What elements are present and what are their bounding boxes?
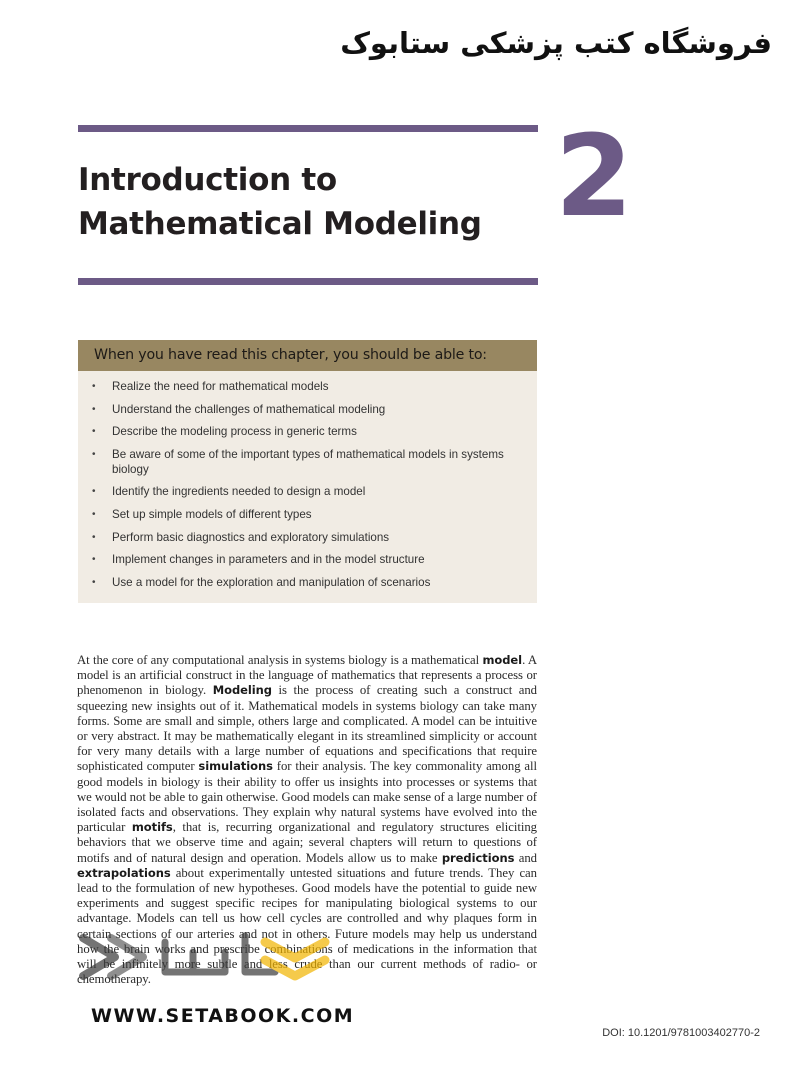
learning-objectives-list (78, 371, 537, 591)
watermark-url: WWW.SETABOOK.COM (91, 1005, 355, 1027)
chapter-title (78, 158, 482, 246)
bullet-icon: • (92, 381, 96, 392)
key-term: simulations (198, 759, 273, 774)
objective-item: • Realize the need for mathematical models (92, 380, 329, 393)
bullet-icon: • (92, 449, 96, 461)
learning-objectives-box (78, 340, 537, 603)
chapter-title-line1: Introduction to (78, 162, 337, 198)
bullet-icon: • (92, 531, 96, 543)
key-term: predictions (441, 850, 515, 865)
objective-item: • Set up simple models of different types (92, 507, 312, 521)
objective-item: • Understand the challenges of mathematical modeling (92, 402, 386, 416)
objective-item: • Identify the ingredients needed to design a model (92, 485, 366, 499)
doi-footer: DOI: 10.1201/9781003402770-2 (602, 1027, 760, 1039)
key-term: extrapolations (77, 865, 171, 880)
bullet-icon: • (92, 426, 96, 438)
objective-item: • Describe the modeling process in generic terms (92, 425, 357, 439)
key-term: Modeling (212, 683, 272, 698)
objective-item: • Implement changes in parameters and in the model structure (92, 553, 425, 567)
objective-item: • Perform basic diagnostics and exploratory simulations (92, 530, 390, 544)
store-title: فروشگاه کتب پزشکی ستابوک (340, 26, 772, 60)
chapter-title-line2: Mathematical Modeling (78, 206, 482, 242)
key-term: motifs (131, 820, 173, 835)
objective-item: • Be aware of some of the important types of mathematical models in systems biology (92, 448, 504, 476)
bullet-icon: • (92, 577, 96, 588)
bullet-icon: • (92, 486, 96, 498)
learning-objectives-heading: When you have read this chapter, you should be able to: (78, 340, 537, 371)
bullet-icon: • (92, 508, 96, 520)
objective-item: • Use a model for the exploration and manipulation of scenarios (92, 576, 431, 589)
title-rule-top (78, 125, 538, 132)
key-term: model (482, 653, 523, 667)
chapter-number: 2 (555, 112, 633, 242)
body-paragraph: At the core of any computational analysis in systems biology is a mathematical model. A model is an artificial construct in the language of mathematics that represents a process or phenomenon in biology. Modeling is the process of creating such a construct and squeezing new insights out of it. Mathematical models in systems biology can take many forms. Some are small and simple, others large and complicated. A model can be intuitive or very abstract. It may be mathematically elegant in its streamlined simplicity or account for very many details with a large number of equations and specifications that require sophisticated computer simulations for their analysis. The key commonality among all good models in biology is their ability to offer us insights into processes or systems that we would not be able to gain otherwise. Good models can make sense of a large number of isolated facts and observations. They explain why natural systems have evolved into the particular motifs, that is, recurring organizational and regulatory structures eliciting behaviors that we observe time and again; several chapters will return to questions of motifs and of natural design and operation. Models allow us to make predictions and extrapolations about experimentally untested situations and future trends. They can lead to the formulation of new hypotheses. Good models have the potential to guide new experiments and suggest specific recipes for manipulating biological systems to our advantage. Models can tell us how cell cycles are controlled and why plaques form in certain sections of our arteries and not in others. Future models may help us understand how the brain works and prescribe combinations of medications in the information that will be infinitely more subtle and less crude than our current methods of radio- or chemotherapy. (77, 653, 538, 987)
title-rule-bottom (78, 278, 538, 285)
bullet-icon: • (92, 403, 96, 415)
bullet-icon: • (92, 554, 96, 566)
setabook-logo-icon (75, 928, 355, 986)
